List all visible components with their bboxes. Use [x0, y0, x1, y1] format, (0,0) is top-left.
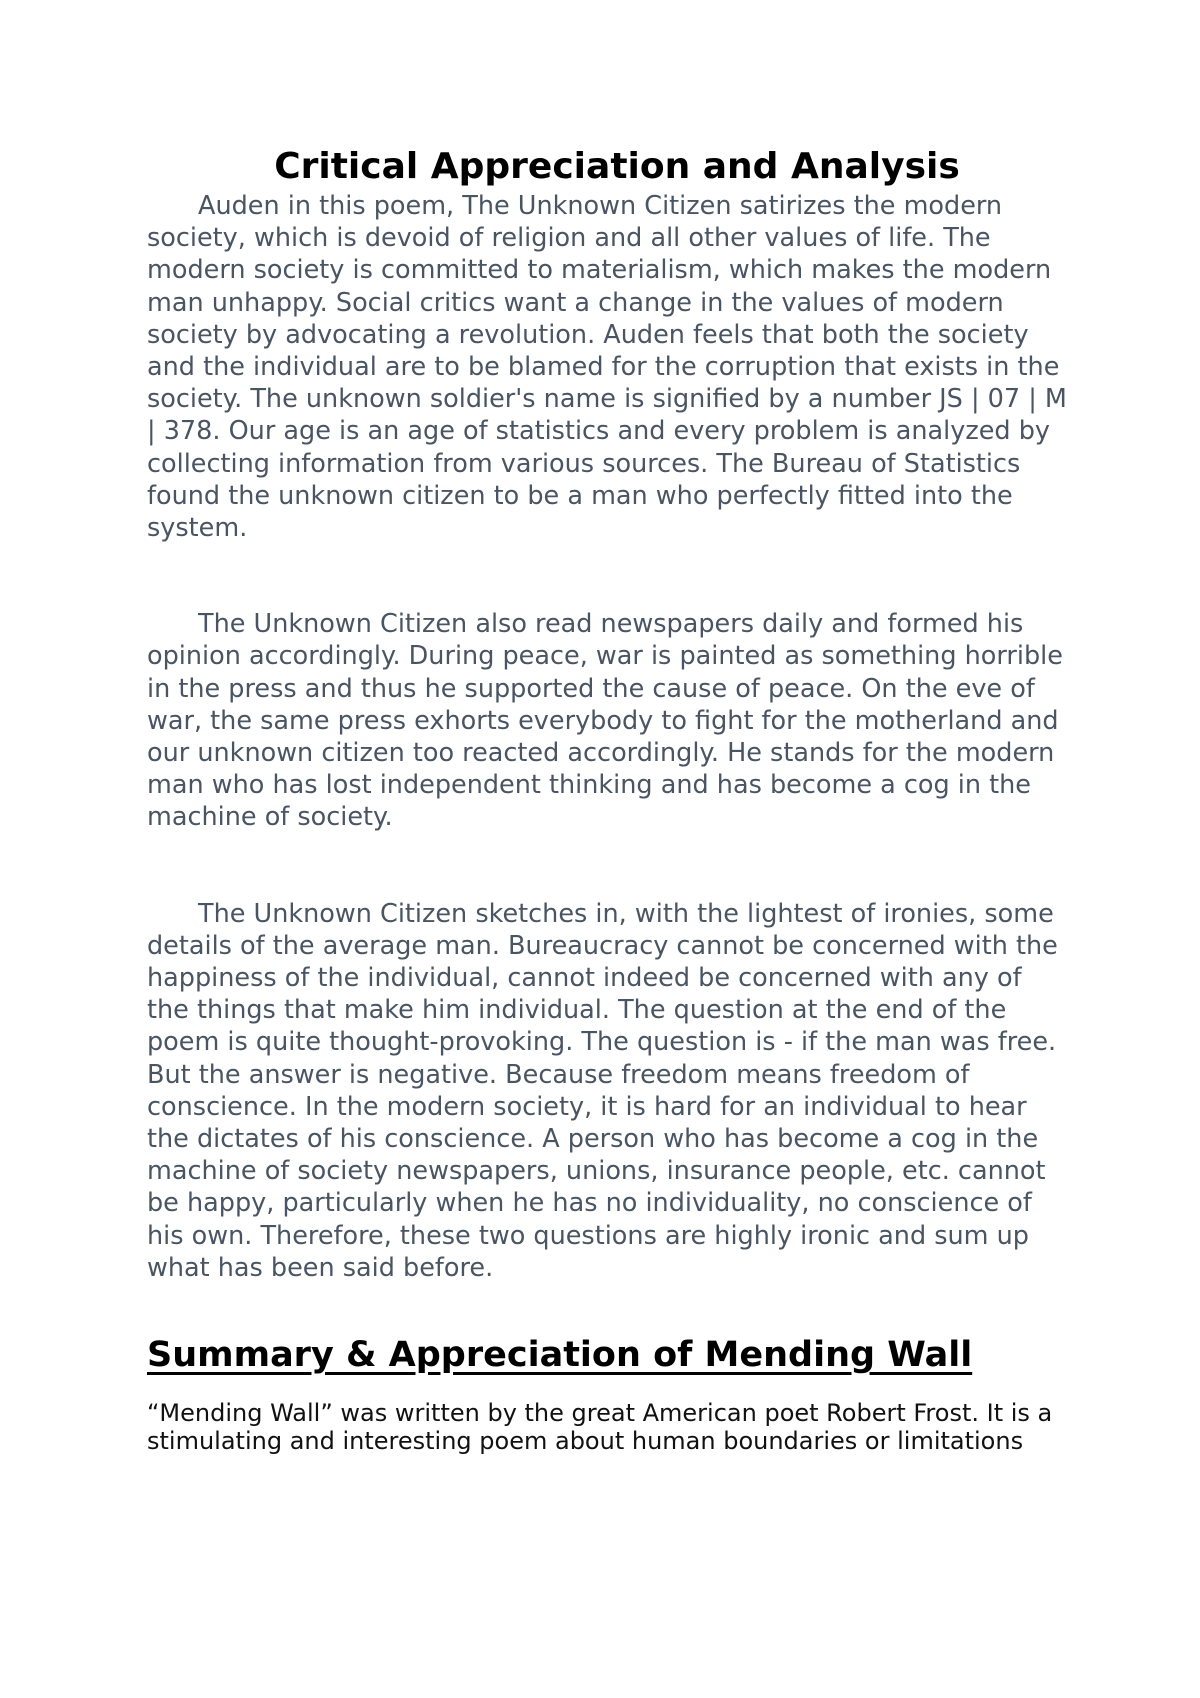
paragraph-3: The Unknown Citizen sketches in, with the lightest of ironies, some details of the average man. Bureaucracy cannot be concerned with the happiness of the individual, cannot indeed be concerned with any of the things that make him individual. The question at the end of the poem is quite thought-provoking. The question is - if the man was free. But the answer is negative. Because freedom means freedom of conscience. In the modern society, it is hard for an individual to hear the dictates of his conscience. A person who has become a cog in the machine of society newspapers, unions, insurance people, etc. cannot be happy, particularly when he has no individuality, no conscience of his own. Therefore, these two questions are highly ironic and sum up what has been said before. — [147, 898, 1058, 1283]
paragraph-1: Auden in this poem, The Unknown Citizen satirizes the modern society, which is devoid of religion and all other values of life. The modern society is committed to materialism, which makes the modern man unhappy. Social critics want a change in the values of modern society by advocating a revolution. Auden feels that both the society and the individual are to be blamed for the corruption that exists in the society. The unknown soldier's name is signified by a number JS | 07 | M | 378. Our age is an age of statistics and every problem is analyzed by collecting information from various sources. The Bureau of Statistics found the unknown citizen to be a man who perfectly fitted into the system. — [147, 191, 1067, 544]
paragraph-spacer — [147, 834, 1067, 898]
section-heading: Summary & Appreciation of Mending Wall — [147, 1335, 973, 1376]
page-title: Critical Appreciation and Analysis — [274, 146, 960, 187]
section-paragraph: “Mending Wall” was written by the great American poet Robert Frost. It is a stimulating and interesting poem about human boundaries or limitations — [147, 1399, 1053, 1456]
paragraph-2: The Unknown Citizen also read newspapers daily and formed his opinion accordingly. During peace, war is painted as something horrible in the press and thus he supported the cause of peace. On the eve of war, the same press exhorts everybody to fight for the motherland and our unknown citizen too reacted accordingly. He stands for the modern man who has lost independent thinking and has become a cog in the machine of society. — [147, 609, 1063, 833]
document-body — [147, 144, 1067, 1455]
paragraph-spacer — [147, 544, 1067, 608]
